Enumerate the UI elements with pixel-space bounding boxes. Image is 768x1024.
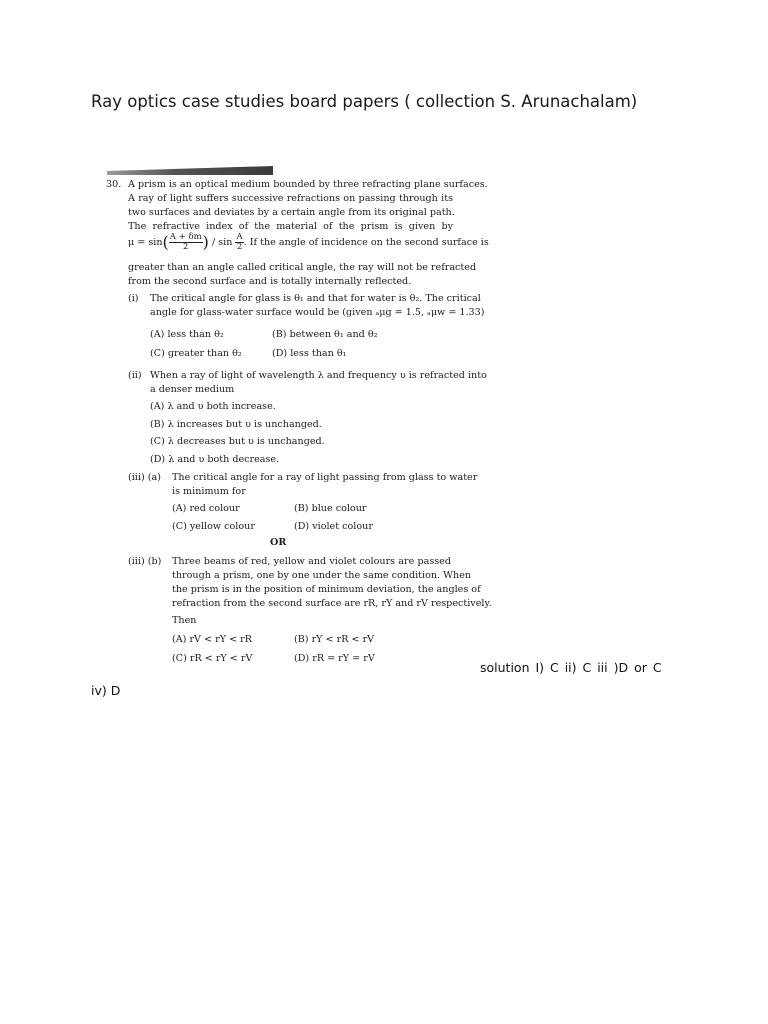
- option: (B) between θ₁ and θ₂: [272, 329, 378, 340]
- part-text: a denser medium: [150, 384, 235, 395]
- option: (D) less than θ₁: [272, 348, 347, 359]
- question-number: 30.: [106, 179, 122, 190]
- stem-line: from the second surface and is totally internally reflected.: [128, 276, 412, 287]
- option: (B) blue colour: [294, 503, 367, 514]
- option: (A) rV < rY < rR: [172, 634, 252, 645]
- stem-line: two surfaces and deviates by a certain angle from its original path.: [128, 207, 455, 218]
- part-text: is minimum for: [172, 486, 246, 497]
- part-text: The critical angle for glass is θ₁ and that for water is θ₂. The critical: [150, 293, 481, 304]
- or-separator: OR: [270, 537, 287, 548]
- part-label: (iii) (b): [128, 556, 162, 567]
- option: (D) λ and υ both decrease.: [150, 454, 280, 465]
- option: (A) red colour: [172, 503, 240, 514]
- solution-text: solution I) C ii) C iii )D or C: [480, 660, 662, 675]
- formula-prefix: μ = sin: [128, 237, 163, 248]
- formula-fraction: $\frac{A}{2}$: [236, 232, 243, 252]
- header-bar-decoration: [107, 166, 273, 175]
- part-label: (iii) (a): [128, 472, 161, 483]
- option: (D) violet colour: [294, 521, 373, 532]
- solution-text-continued: iv) D: [91, 683, 121, 698]
- part-text: angle for glass-water surface would be (given ₐμg = 1.5, ₐμw = 1.33): [150, 307, 485, 318]
- then-label: Then: [172, 615, 197, 626]
- part-label: (i): [128, 293, 139, 304]
- formula-mid: / sin: [211, 237, 233, 248]
- option: (B) λ increases but υ is unchanged.: [150, 419, 322, 430]
- part-text: refraction from the second surface are rR, rY and rV respectively.: [172, 598, 492, 609]
- part-text: Three beams of red, yellow and violet colours are passed: [172, 556, 451, 567]
- option: (C) λ decreases but υ is unchanged.: [150, 436, 325, 447]
- part-label: (ii): [128, 370, 142, 381]
- part-text: When a ray of light of wavelength λ and frequency υ is refracted into: [150, 370, 487, 381]
- formula-suffix: . If the angle of incidence on the second surface is: [243, 237, 489, 248]
- stem-line: greater than an angle called critical angle, the ray will not be refracted: [128, 262, 477, 273]
- option: (C) greater than θ₂: [150, 348, 242, 359]
- stem-line: A prism is an optical medium bounded by three refracting plane surfaces.: [128, 179, 488, 190]
- formula-fraction: $\frac{A + \delta m}{2}$: [169, 232, 202, 252]
- stem-line: A ray of light suffers successive refractions on passing through its: [128, 193, 453, 204]
- page-title: Ray optics case studies board papers ( collection S. Arunachalam): [91, 92, 638, 111]
- option: (C) yellow colour: [172, 521, 255, 532]
- scanned-question: [104, 166, 492, 676]
- part-text: through a prism, one by one under the same condition. When: [172, 570, 472, 581]
- option: (B) rY < rR < rV: [294, 634, 375, 645]
- stem-line: The refractive index of the material of the prism is given by: [128, 221, 453, 232]
- formula-line: μ = sin( $\frac{A + \delta m}{2}$ ) / sin $\frac{A}{2}$ . If the angle of incidence on the second surface is: [128, 232, 489, 252]
- option: (D) rR = rY = rV: [294, 653, 375, 664]
- part-text: the prism is in the position of minimum deviation, the angles of: [172, 584, 481, 595]
- option: (C) rR < rY < rV: [172, 653, 253, 664]
- option: (A) λ and υ both increase.: [150, 401, 276, 412]
- option: (A) less than θ₂: [150, 329, 224, 340]
- part-text: The critical angle for a ray of light passing from glass to water: [172, 472, 478, 483]
